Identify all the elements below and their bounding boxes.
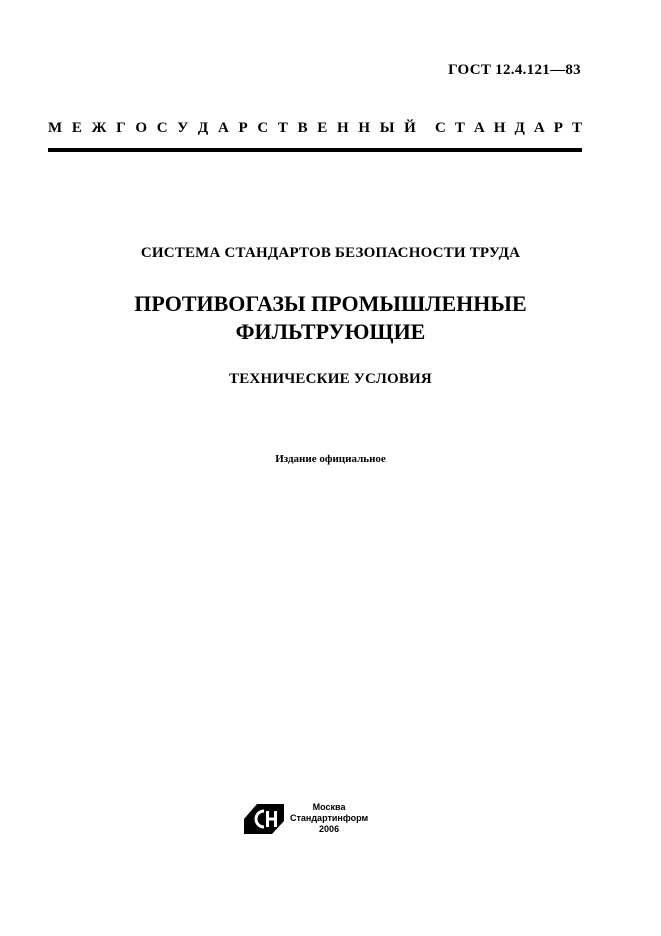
banner-letter: Р [238, 120, 248, 136]
banner-letter: Е [71, 120, 82, 136]
banner-letter: А [533, 120, 545, 136]
banner-word-interstate [48, 119, 416, 137]
header-divider [48, 148, 582, 152]
banner-letter: Д [197, 120, 209, 136]
banner-letter: Ж [91, 120, 107, 136]
interstate-standard-banner [48, 119, 582, 137]
banner-letter: В [297, 120, 308, 136]
banner-letter: Н [493, 120, 506, 136]
banner-letter: Ы [379, 120, 395, 136]
imprint-year: 2006 [319, 823, 340, 834]
edition-note: Издание официальное [275, 453, 386, 465]
standartinform-logo-icon [244, 801, 284, 835]
banner-letter: С [435, 120, 446, 136]
banner-letter: С [257, 120, 269, 136]
imprint-text [290, 802, 368, 835]
imprint-city: Москва [312, 801, 346, 812]
document-title [0, 290, 661, 346]
banner-letter: Т [454, 120, 465, 136]
document-title-line-2: ФИЛЬТРУЮЩИЕ [235, 319, 426, 344]
banner-letter: Р [553, 120, 563, 136]
banner-letter: Т [571, 120, 582, 136]
banner-letter: А [217, 120, 229, 136]
banner-letter: С [156, 120, 168, 136]
banner-letter: Д [514, 120, 525, 136]
imprint-publisher: Стандартинформ [290, 812, 369, 823]
banner-word-standard [435, 119, 582, 137]
banner-letter: Т [277, 120, 288, 136]
banner-letter: Г [116, 120, 126, 136]
banner-letter: Н [336, 120, 349, 136]
banner-letter: У [177, 120, 189, 136]
banner-letter: О [135, 120, 147, 136]
document-subtitle: ТЕХНИЧЕСКИЕ УСЛОВИЯ [229, 371, 432, 387]
banner-letter: Е [317, 120, 328, 136]
document-title-line-1: ПРОТИВОГАЗЫ ПРОМЫШЛЕННЫЕ [134, 291, 527, 316]
publisher-imprint [244, 801, 368, 835]
banner-letter: М [48, 120, 63, 136]
banner-letter: Н [358, 120, 370, 136]
banner-letter: Й [404, 120, 416, 136]
document-code: ГОСТ 12.4.121—83 [448, 62, 581, 78]
standards-series-title: СИСТЕМА СТАНДАРТОВ БЕЗОПАСНОСТИ ТРУДА [140, 245, 521, 261]
banner-letter: А [473, 120, 485, 136]
